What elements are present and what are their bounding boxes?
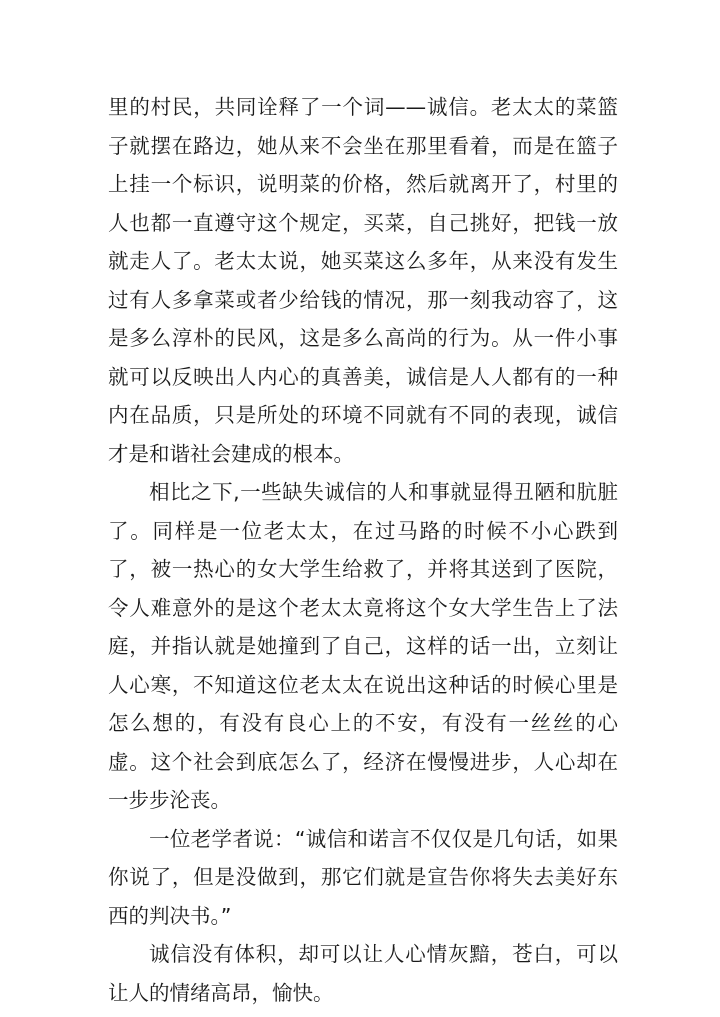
paragraph-lack-of-honesty: 相比之下,一些缺失诚信的人和事就显得丑陋和肮脏了。同样是一位老太太，在过马路的时候不小心跌到了，被一热心的女大学生给救了，并将其送到了医院，令人难意外的是这个老太太竟将这个女大学生告上了法庭，并指认就是她撞到了自己，这样的话一出，立刻让人心寒，不知道这位老太太在说出这种话的时候心里是怎么想的，有没有良心上的不安，有没有一丝丝的心虚。这个社会到底怎么了，经济在慢慢进步，人心却在一步步沦丧。 (108, 480, 618, 812)
paragraph-honesty-village: 里的村民，共同诠释了一个词——诚信。老太太的菜篮子就摆在路边，她从来不会坐在那里看着，而是在篮子上挂一个标识，说明菜的价格，然后就离开了，村里的人也都一直遵守这个规定，买菜，自己挑好，把钱一放就走人了。老太太说，她买菜这么多年，从来没有发生过有人多拿菜或者少给钱的情况，那一刻我动容了，这是多么淳朴的民风，这是多么高尚的行为。从一件小事就可以反映出人内心的真善美，诚信是人人都有的一种内在品质，只是所处的环境不同就有不同的表现，诚信才是和谐社会建成的根本。 (108, 95, 618, 466)
body-text (108, 88, 618, 1012)
paragraph-scholar-quote: 一位老学者说：“诚信和诺言不仅仅是几句话，如果你说了，但是没做到，那它们就是宣告你将失去美好东西的判决书。” (108, 826, 618, 928)
paragraph-conclusion: 诚信没有体积，却可以让人心情灰黯，苍白，可以让人的情绪高昂，愉快。 (108, 942, 618, 1005)
